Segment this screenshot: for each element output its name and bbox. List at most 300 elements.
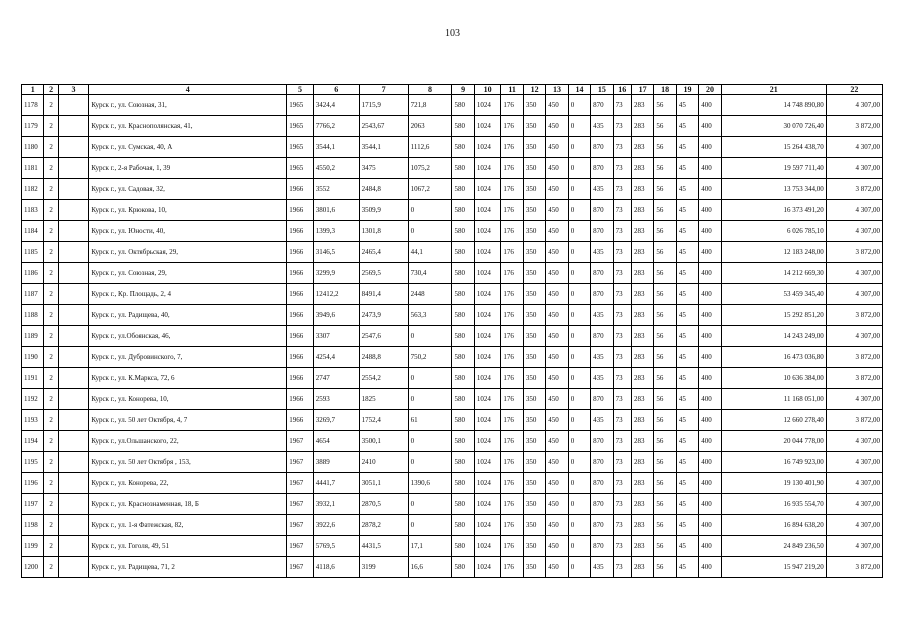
table-cell: 1024 bbox=[474, 473, 501, 494]
table-cell bbox=[58, 305, 89, 326]
table-cell: 283 bbox=[631, 515, 653, 536]
table-cell: 580 bbox=[452, 557, 474, 578]
table-cell: 870 bbox=[591, 326, 613, 347]
table-cell: 11 168 051,00 bbox=[721, 389, 826, 410]
table-cell: 2747 bbox=[313, 368, 359, 389]
table-cell: 0 bbox=[568, 116, 590, 137]
table-cell: 283 bbox=[631, 347, 653, 368]
table-cell: Курск г., Кр. Площадь, 2, 4 bbox=[89, 284, 287, 305]
table-cell: 3932,1 bbox=[313, 494, 359, 515]
table-cell: 580 bbox=[452, 242, 474, 263]
table-cell: 73 bbox=[613, 536, 631, 557]
table-cell: 1024 bbox=[474, 221, 501, 242]
table-cell: Курск г., ул. Юности, 40, bbox=[89, 221, 287, 242]
table-cell: 580 bbox=[452, 263, 474, 284]
table-cell: 0 bbox=[568, 158, 590, 179]
column-header-5: 5 bbox=[287, 85, 314, 95]
table-cell: 176 bbox=[501, 410, 523, 431]
table-cell: 283 bbox=[631, 200, 653, 221]
table-cell: 450 bbox=[546, 536, 568, 557]
table-cell: 176 bbox=[501, 347, 523, 368]
table-cell: 1112,6 bbox=[408, 137, 452, 158]
table-cell: 4 307,00 bbox=[826, 221, 882, 242]
table-cell: 1966 bbox=[287, 410, 314, 431]
table-cell: 1198 bbox=[22, 515, 44, 536]
table-cell: 2554,2 bbox=[359, 368, 408, 389]
table-cell: 450 bbox=[546, 137, 568, 158]
table-cell: 1024 bbox=[474, 242, 501, 263]
table-cell: 580 bbox=[452, 473, 474, 494]
table-cell: 350 bbox=[523, 326, 545, 347]
table-cell: 400 bbox=[699, 305, 721, 326]
table-cell: 176 bbox=[501, 221, 523, 242]
table-cell: Курск г., ул. Союзная, 31, bbox=[89, 95, 287, 116]
table-cell: 400 bbox=[699, 284, 721, 305]
table-cell: 1967 bbox=[287, 557, 314, 578]
table-cell: 435 bbox=[591, 368, 613, 389]
table-cell: 53 459 345,40 bbox=[721, 284, 826, 305]
table-cell: 400 bbox=[699, 95, 721, 116]
table-cell: 176 bbox=[501, 326, 523, 347]
table-cell: 16 749 923,00 bbox=[721, 452, 826, 473]
table-cell: 450 bbox=[546, 305, 568, 326]
table-row bbox=[22, 200, 883, 221]
table-cell: 56 bbox=[654, 158, 676, 179]
table-cell: 14 243 249,00 bbox=[721, 326, 826, 347]
table-cell: 4254,4 bbox=[313, 347, 359, 368]
column-header-17: 17 bbox=[631, 85, 653, 95]
table-cell: 24 849 236,50 bbox=[721, 536, 826, 557]
table-cell bbox=[58, 515, 89, 536]
table-cell: 870 bbox=[591, 137, 613, 158]
column-header-7: 7 bbox=[359, 85, 408, 95]
table-cell: 176 bbox=[501, 536, 523, 557]
table-cell: 45 bbox=[676, 515, 698, 536]
table-cell: 350 bbox=[523, 284, 545, 305]
table-cell: 1024 bbox=[474, 158, 501, 179]
table-cell: 4550,2 bbox=[313, 158, 359, 179]
table-cell: 1024 bbox=[474, 410, 501, 431]
table-cell: 2 bbox=[44, 305, 58, 326]
table-cell: 350 bbox=[523, 431, 545, 452]
table-cell: 12412,2 bbox=[313, 284, 359, 305]
table-cell: Курск г., ул. Конорева, 22, bbox=[89, 473, 287, 494]
table-cell: 1200 bbox=[22, 557, 44, 578]
table-cell: 3 872,00 bbox=[826, 242, 882, 263]
table-cell: 0 bbox=[408, 200, 452, 221]
table-cell: 400 bbox=[699, 179, 721, 200]
table-cell: 3146,5 bbox=[313, 242, 359, 263]
table-cell: 870 bbox=[591, 515, 613, 536]
table-cell: Курск г., ул. 50 лет Октября, 4, 7 bbox=[89, 410, 287, 431]
table-cell: 73 bbox=[613, 410, 631, 431]
table-cell: 4 307,00 bbox=[826, 431, 882, 452]
table-cell: 450 bbox=[546, 263, 568, 284]
table-cell: 73 bbox=[613, 473, 631, 494]
table-cell: 45 bbox=[676, 368, 698, 389]
table-cell: 1187 bbox=[22, 284, 44, 305]
table-row bbox=[22, 137, 883, 158]
table-cell: 350 bbox=[523, 263, 545, 284]
table-cell: 73 bbox=[613, 284, 631, 305]
table-cell: 1199 bbox=[22, 536, 44, 557]
table-cell: 2 bbox=[44, 452, 58, 473]
table-cell: 400 bbox=[699, 557, 721, 578]
table-cell: 1180 bbox=[22, 137, 44, 158]
table-cell: 580 bbox=[452, 515, 474, 536]
table-row bbox=[22, 368, 883, 389]
column-header-6: 6 bbox=[313, 85, 359, 95]
table-cell: 1024 bbox=[474, 284, 501, 305]
table-cell: 350 bbox=[523, 473, 545, 494]
table-cell: 1024 bbox=[474, 557, 501, 578]
table-cell: 4431,5 bbox=[359, 536, 408, 557]
table-row bbox=[22, 221, 883, 242]
table-cell: 1197 bbox=[22, 494, 44, 515]
table-cell: 176 bbox=[501, 515, 523, 536]
table-cell: 73 bbox=[613, 200, 631, 221]
table-cell: 400 bbox=[699, 431, 721, 452]
table-cell: 0 bbox=[408, 494, 452, 515]
table-cell: 350 bbox=[523, 137, 545, 158]
table-cell: 61 bbox=[408, 410, 452, 431]
table-cell: 283 bbox=[631, 368, 653, 389]
table-cell: 1024 bbox=[474, 116, 501, 137]
table-cell: 10 636 384,00 bbox=[721, 368, 826, 389]
table-cell: 56 bbox=[654, 515, 676, 536]
table-cell: 56 bbox=[654, 305, 676, 326]
table-cell: 0 bbox=[568, 536, 590, 557]
table-cell: 2 bbox=[44, 536, 58, 557]
table-cell: 3 872,00 bbox=[826, 116, 882, 137]
table-cell: 435 bbox=[591, 305, 613, 326]
table-cell: 45 bbox=[676, 473, 698, 494]
table-cell: 1024 bbox=[474, 536, 501, 557]
table-cell: 0 bbox=[568, 137, 590, 158]
table-cell: 2593 bbox=[313, 389, 359, 410]
table-cell: 73 bbox=[613, 116, 631, 137]
table-cell: 4 307,00 bbox=[826, 284, 882, 305]
table-cell: 16 373 491,20 bbox=[721, 200, 826, 221]
table-cell: 1024 bbox=[474, 263, 501, 284]
table-cell: 1192 bbox=[22, 389, 44, 410]
column-header-3: 3 bbox=[58, 85, 89, 95]
table-cell: 45 bbox=[676, 221, 698, 242]
table-cell: 56 bbox=[654, 326, 676, 347]
table-cell: 450 bbox=[546, 347, 568, 368]
table-cell: 1966 bbox=[287, 347, 314, 368]
table-cell: 870 bbox=[591, 263, 613, 284]
table-cell: 2465,4 bbox=[359, 242, 408, 263]
table-cell: 400 bbox=[699, 242, 721, 263]
table-row bbox=[22, 242, 883, 263]
table-cell: 2569,5 bbox=[359, 263, 408, 284]
table-row bbox=[22, 494, 883, 515]
table-cell: 0 bbox=[408, 221, 452, 242]
table-cell: Курск г., ул.Обоянская, 46, bbox=[89, 326, 287, 347]
table-cell: 3552 bbox=[313, 179, 359, 200]
table-cell: 450 bbox=[546, 431, 568, 452]
table-cell: 2 bbox=[44, 137, 58, 158]
table-cell: 1966 bbox=[287, 284, 314, 305]
table-cell: 580 bbox=[452, 95, 474, 116]
column-header-4: 4 bbox=[89, 85, 287, 95]
table-cell: 176 bbox=[501, 263, 523, 284]
table-cell: 1184 bbox=[22, 221, 44, 242]
table-cell: 350 bbox=[523, 200, 545, 221]
table-row bbox=[22, 158, 883, 179]
table-cell: 1390,6 bbox=[408, 473, 452, 494]
table-cell: 1024 bbox=[474, 95, 501, 116]
table-cell: 400 bbox=[699, 200, 721, 221]
table-cell: Курск г., ул. Радищева, 40, bbox=[89, 305, 287, 326]
table-cell: 400 bbox=[699, 452, 721, 473]
table-cell: 12 183 248,00 bbox=[721, 242, 826, 263]
table-cell bbox=[58, 473, 89, 494]
table-cell: 0 bbox=[408, 515, 452, 536]
table-cell: 435 bbox=[591, 242, 613, 263]
table-cell: 870 bbox=[591, 158, 613, 179]
table-cell: 1301,8 bbox=[359, 221, 408, 242]
table-cell: 1967 bbox=[287, 494, 314, 515]
table-cell: 283 bbox=[631, 326, 653, 347]
column-header-21: 21 bbox=[721, 85, 826, 95]
table-cell: 1967 bbox=[287, 431, 314, 452]
table-cell: 1024 bbox=[474, 200, 501, 221]
table-cell: 45 bbox=[676, 557, 698, 578]
table-cell: 0 bbox=[408, 389, 452, 410]
table-cell: 176 bbox=[501, 452, 523, 473]
table-cell: 15 264 438,70 bbox=[721, 137, 826, 158]
table-cell: 4 307,00 bbox=[826, 200, 882, 221]
table-cell: 730,4 bbox=[408, 263, 452, 284]
table-cell: 0 bbox=[568, 431, 590, 452]
table-cell: 283 bbox=[631, 242, 653, 263]
table-cell: 14 748 890,80 bbox=[721, 95, 826, 116]
column-header-18: 18 bbox=[654, 85, 676, 95]
table-cell: 283 bbox=[631, 431, 653, 452]
table-cell: 15 292 851,20 bbox=[721, 305, 826, 326]
table-cell: 1965 bbox=[287, 95, 314, 116]
table-cell bbox=[58, 95, 89, 116]
table-cell: 350 bbox=[523, 221, 545, 242]
table-cell: 56 bbox=[654, 221, 676, 242]
table-cell: 45 bbox=[676, 347, 698, 368]
table-cell: 1182 bbox=[22, 179, 44, 200]
table-cell: 450 bbox=[546, 452, 568, 473]
table-cell: 400 bbox=[699, 536, 721, 557]
table-cell: 1024 bbox=[474, 515, 501, 536]
table-cell bbox=[58, 221, 89, 242]
table-cell: 0 bbox=[408, 368, 452, 389]
table-cell: 56 bbox=[654, 137, 676, 158]
table-cell: 3544,1 bbox=[313, 137, 359, 158]
table-cell: 1399,3 bbox=[313, 221, 359, 242]
table-cell: 176 bbox=[501, 494, 523, 515]
table-cell: 870 bbox=[591, 473, 613, 494]
table-cell: 176 bbox=[501, 242, 523, 263]
table-cell: 4 307,00 bbox=[826, 263, 882, 284]
table-cell: 450 bbox=[546, 515, 568, 536]
table-cell: 1186 bbox=[22, 263, 44, 284]
table-cell: 45 bbox=[676, 284, 698, 305]
table-cell: Курск г., ул. Краснополянская, 41, bbox=[89, 116, 287, 137]
table-cell: 1024 bbox=[474, 179, 501, 200]
table-cell: 17,1 bbox=[408, 536, 452, 557]
table-cell: 1752,4 bbox=[359, 410, 408, 431]
table-cell: 400 bbox=[699, 410, 721, 431]
table-cell: Курск г., ул. 50 лет Октября , 153, bbox=[89, 452, 287, 473]
table-cell: 1183 bbox=[22, 200, 44, 221]
table-cell: 2410 bbox=[359, 452, 408, 473]
table-cell: 2 bbox=[44, 347, 58, 368]
table-cell: 283 bbox=[631, 473, 653, 494]
table-cell: 73 bbox=[613, 137, 631, 158]
table-cell: 3509,9 bbox=[359, 200, 408, 221]
table-cell: 0 bbox=[568, 557, 590, 578]
table-cell: 450 bbox=[546, 410, 568, 431]
table-cell: 1967 bbox=[287, 515, 314, 536]
table-cell: 400 bbox=[699, 494, 721, 515]
table-cell: 400 bbox=[699, 116, 721, 137]
table-cell: 16,6 bbox=[408, 557, 452, 578]
table-row bbox=[22, 431, 883, 452]
table-cell: 580 bbox=[452, 431, 474, 452]
table-cell: 283 bbox=[631, 494, 653, 515]
table-cell: 435 bbox=[591, 116, 613, 137]
table-cell: Курск г., ул. Крюкова, 10, bbox=[89, 200, 287, 221]
table-cell: 450 bbox=[546, 158, 568, 179]
table-cell: 350 bbox=[523, 410, 545, 431]
column-header-15: 15 bbox=[591, 85, 613, 95]
table-cell: 2 bbox=[44, 473, 58, 494]
table-cell: 56 bbox=[654, 452, 676, 473]
table-cell: 3949,6 bbox=[313, 305, 359, 326]
table-cell: 1194 bbox=[22, 431, 44, 452]
table-cell: 350 bbox=[523, 536, 545, 557]
table-cell: 450 bbox=[546, 221, 568, 242]
table-cell: 283 bbox=[631, 452, 653, 473]
table-cell: 176 bbox=[501, 116, 523, 137]
table-row bbox=[22, 536, 883, 557]
table-cell: 3269,7 bbox=[313, 410, 359, 431]
table-cell: 1195 bbox=[22, 452, 44, 473]
table-cell: 450 bbox=[546, 284, 568, 305]
table-cell: 73 bbox=[613, 179, 631, 200]
table-cell: 16 894 638,20 bbox=[721, 515, 826, 536]
table-cell: 400 bbox=[699, 473, 721, 494]
table-cell: 350 bbox=[523, 158, 545, 179]
table-cell: 3199 bbox=[359, 557, 408, 578]
table-cell: 0 bbox=[568, 305, 590, 326]
table-row bbox=[22, 305, 883, 326]
table-cell: 1191 bbox=[22, 368, 44, 389]
table-cell: 0 bbox=[568, 473, 590, 494]
table-cell: 0 bbox=[408, 326, 452, 347]
table-cell: 450 bbox=[546, 242, 568, 263]
table-cell: 45 bbox=[676, 536, 698, 557]
table-cell: 450 bbox=[546, 326, 568, 347]
table-cell: 4654 bbox=[313, 431, 359, 452]
table-cell: 400 bbox=[699, 347, 721, 368]
table-cell: 73 bbox=[613, 347, 631, 368]
table-cell: 176 bbox=[501, 284, 523, 305]
table-cell: 73 bbox=[613, 431, 631, 452]
table-cell: 73 bbox=[613, 242, 631, 263]
table-cell: 580 bbox=[452, 368, 474, 389]
table-cell: 2 bbox=[44, 158, 58, 179]
table-cell: 0 bbox=[568, 263, 590, 284]
table-cell bbox=[58, 389, 89, 410]
table-cell: 1966 bbox=[287, 179, 314, 200]
table-cell: 870 bbox=[591, 452, 613, 473]
table-cell: 56 bbox=[654, 284, 676, 305]
table-cell: 580 bbox=[452, 179, 474, 200]
table-cell: 13 753 344,00 bbox=[721, 179, 826, 200]
table-cell: 400 bbox=[699, 515, 721, 536]
table-cell: 400 bbox=[699, 368, 721, 389]
table-cell: 8491,4 bbox=[359, 284, 408, 305]
column-header-9: 9 bbox=[452, 85, 474, 95]
table-cell: 176 bbox=[501, 473, 523, 494]
table-cell: 2 bbox=[44, 200, 58, 221]
column-header-10: 10 bbox=[474, 85, 501, 95]
table-cell: 350 bbox=[523, 347, 545, 368]
table-cell: 400 bbox=[699, 389, 721, 410]
table-cell bbox=[58, 179, 89, 200]
table-cell: 870 bbox=[591, 200, 613, 221]
table-cell: Курск г., ул. Радищева, 71, 2 bbox=[89, 557, 287, 578]
table-cell: 0 bbox=[568, 242, 590, 263]
table-cell: 1189 bbox=[22, 326, 44, 347]
table-cell: 73 bbox=[613, 389, 631, 410]
table-cell: 1024 bbox=[474, 347, 501, 368]
table-cell bbox=[58, 347, 89, 368]
table-body bbox=[22, 95, 883, 578]
table-cell: 73 bbox=[613, 95, 631, 116]
table-cell: 45 bbox=[676, 410, 698, 431]
page-number: 103 bbox=[445, 28, 460, 39]
table-cell bbox=[58, 410, 89, 431]
table-cell: 0 bbox=[568, 410, 590, 431]
table-cell: 4 307,00 bbox=[826, 473, 882, 494]
table-cell: 1024 bbox=[474, 452, 501, 473]
table-cell: 16 473 036,80 bbox=[721, 347, 826, 368]
table-cell: 2 bbox=[44, 431, 58, 452]
table-cell: 45 bbox=[676, 95, 698, 116]
column-header-2: 2 bbox=[44, 85, 58, 95]
table-cell: 283 bbox=[631, 410, 653, 431]
table-cell: 56 bbox=[654, 557, 676, 578]
table-cell: 350 bbox=[523, 389, 545, 410]
table-cell: 20 044 778,00 bbox=[721, 431, 826, 452]
column-header-11: 11 bbox=[501, 85, 523, 95]
table-row bbox=[22, 347, 883, 368]
table-row bbox=[22, 95, 883, 116]
table-cell: 1196 bbox=[22, 473, 44, 494]
table-cell: 3922,6 bbox=[313, 515, 359, 536]
table-cell: 3051,1 bbox=[359, 473, 408, 494]
table-cell: 2 bbox=[44, 242, 58, 263]
table-cell: 4 307,00 bbox=[826, 95, 882, 116]
table-row bbox=[22, 389, 883, 410]
table-cell: 4 307,00 bbox=[826, 137, 882, 158]
table-cell: Курск г., ул. Союзная, 29, bbox=[89, 263, 287, 284]
table-cell: 1966 bbox=[287, 389, 314, 410]
table-cell: 45 bbox=[676, 200, 698, 221]
table-cell: 56 bbox=[654, 179, 676, 200]
table-header-row bbox=[22, 85, 883, 95]
